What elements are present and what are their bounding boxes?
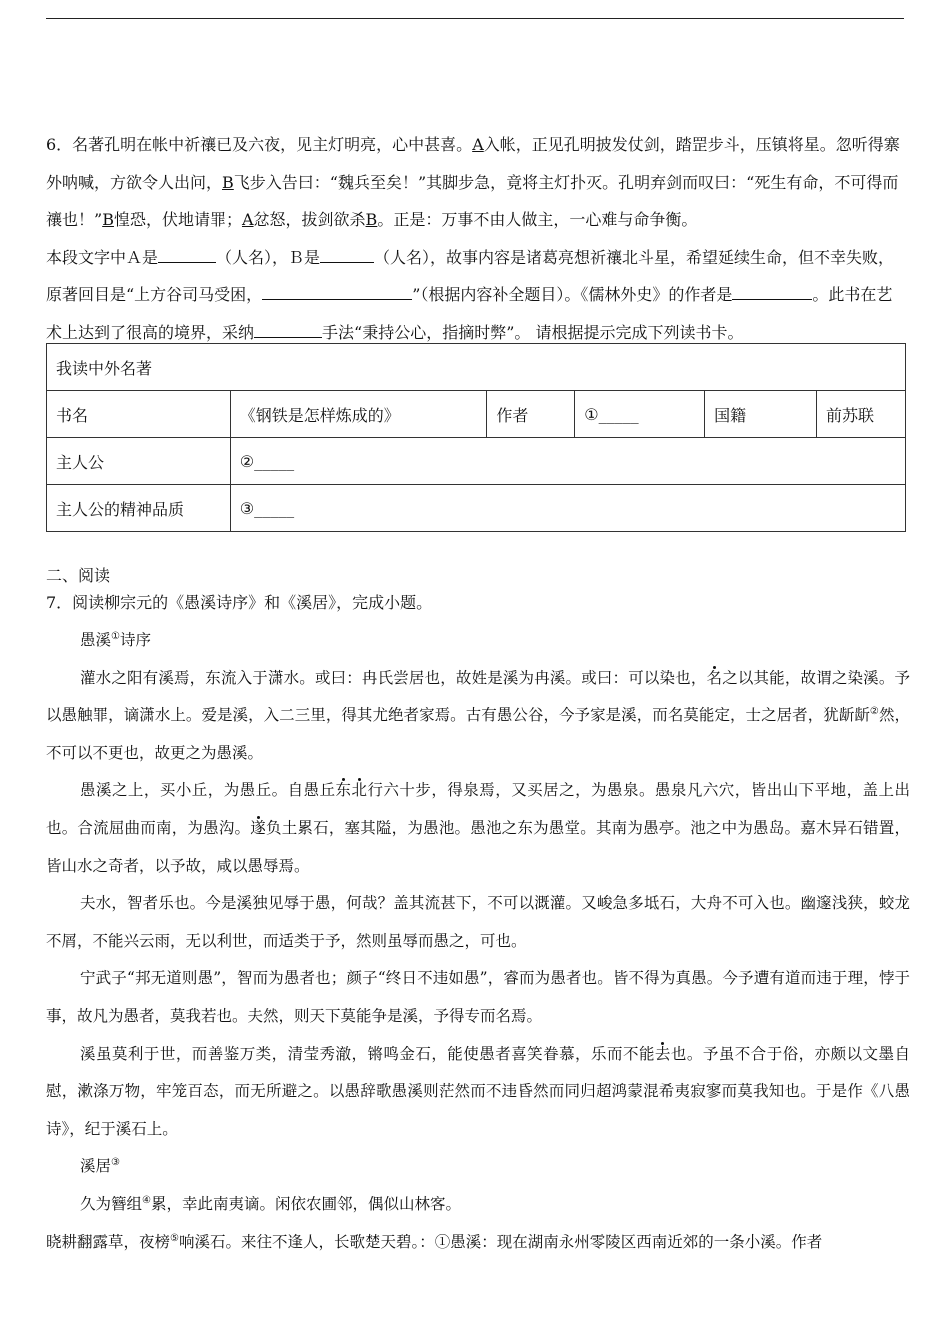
blank-b-name[interactable]: [320, 245, 374, 263]
author-blank[interactable]: ①_____: [575, 391, 705, 438]
hero-label: 主人公: [47, 438, 231, 485]
footnote-mark: ③: [111, 1157, 120, 1169]
card-header-row: [47, 344, 906, 391]
blank-chapter-title[interactable]: [262, 282, 412, 300]
nation-value: 前苏联: [817, 391, 906, 438]
poem-line-1: 久为簪组④累，幸此南夷谪。闲依农圃邻，偶似山林客。: [80, 1194, 461, 1213]
hero-blank[interactable]: ②_____: [230, 438, 905, 485]
label-b: B: [222, 172, 234, 192]
label-b: B: [102, 210, 114, 229]
reading-card-table: [46, 343, 906, 532]
dotted-char: 东: [335, 781, 352, 800]
poem-line-2: 晓耕翻露草，夜榜⑤响溪石。来往不逢人，长歌楚天碧。：①愚溪：现在湖南永州零陵区西南近郊的一条小溪。作者: [46, 1232, 823, 1251]
paragraph-4: 宁武子“邦无道则愚”，智而为愚者也；颜子“终日不违如愚”，睿而为愚者也。皆不得为真愚。今予遭有道而违于理，悖于事，故凡为愚者，莫我若也。夫然，则天下莫能争是溪，予得专而名焉。: [46, 969, 910, 1025]
spirit-blank[interactable]: ③_____: [230, 485, 905, 532]
classical-text: [46, 622, 910, 1261]
paragraph-1: 灌水之阳有溪焉，东流入于潇水。或曰：冉氏尝居也，故姓是溪为冉溪。或曰：可以染也，名之以其能，故谓之染溪。予以愚触罪，谪潇水上。爱是溪，入二三里，得其尤绝者家焉。古有愚公谷，今予家是溪，而名莫能定，士之居者，犹龂龂②然，不可以不更也，故更之为愚溪。: [46, 668, 910, 762]
dotted-char: 北: [351, 781, 368, 800]
question-7: 7．阅读柳宗元的《愚溪诗序》和《溪居》，完成小题。: [46, 593, 433, 612]
card-spirit-row: [47, 485, 906, 532]
paragraph-2: 愚溪之上，买小丘，为愚丘。自愚丘东北行六十步，得泉焉，又买居之，为愚泉。愚泉凡六穴，皆出山下平地，盖上出也。合流屈曲而南，为愚沟。遂负土累石，塞其隘，为愚池。愚池之东为愚堂。其南为愚亭。池之中为愚岛。嘉木异石错置，皆山水之奇者，以予故，咸以愚辱焉。: [46, 781, 910, 875]
card-hero-row: [47, 438, 906, 485]
poem-title: 溪居③: [80, 1157, 120, 1176]
dotted-char: 名: [706, 668, 723, 687]
footnote-mark: ⑤: [170, 1232, 179, 1244]
q6-questions: 本段文字中Ａ是 （人名），Ｂ是 （人名），故事内容是诸葛亮想祈禳北斗星，希望延续生命，但不幸失败，原著回目是“上方谷司马受困， ”（根据内容补全题目）。《儒林外史》的作者是 。此书在艺术上达到了很高的境界，采纳 手法“秉持公心，指摘时弊”。 请根据提示完成下列读书卡。: [46, 239, 908, 352]
blank-technique[interactable]: [254, 320, 322, 338]
blank-author[interactable]: [732, 282, 812, 300]
reading-section: [46, 562, 910, 1261]
footnote-mark: ①: [111, 630, 120, 642]
header-rule: [46, 18, 904, 19]
footnote-mark: ②: [869, 706, 879, 718]
paragraph-3: 夫水，智者乐也。今是溪独见辱于愚，何哉？盖其流甚下，不可以溉灌。又峻急多坻石，大舟不可入也。幽邃浅狭，蛟龙不屑，不能兴云雨，无以利世，而适类于予，然则虽辱而愚之，可也。: [46, 894, 910, 950]
label-a: A: [472, 135, 484, 154]
label-b: B: [365, 210, 378, 229]
book-label: 书名: [47, 391, 231, 438]
dotted-char: 遂: [250, 818, 266, 837]
footnote-mark: ④: [142, 1194, 151, 1206]
section-heading: 二、阅读: [46, 566, 111, 585]
blank-a-name[interactable]: [158, 245, 216, 263]
spirit-label: 主人公的精神品质: [47, 485, 231, 532]
paragraph-5: 溪虽莫利于世，而善鉴万类，清莹秀澈，锵鸣金石，能使愚者喜笑眷慕，乐而不能去也。予虽不合于俗，亦颇以文墨自慰，漱涤万物，牢笼百态，而无所避之。以愚辞歌愚溪则茫然而不违昏然而同归超鸿蒙混希夷寂寥而莫我知也。于是作《八愚诗》，纪于溪石上。: [46, 1044, 910, 1138]
label-a: A: [241, 210, 254, 229]
nation-label: 国籍: [705, 391, 817, 438]
book-value: 《钢铁是怎样炼成的》: [230, 391, 487, 438]
card-book-row: [47, 391, 906, 438]
question-6: [46, 126, 908, 351]
card-header: 我读中外名著: [47, 344, 906, 391]
author-label: 作者: [487, 391, 575, 438]
q6-passage: 6．名著孔明在帐中祈禳已及六夜，见主灯明亮，心中甚喜。A入帐，正见孔明披发仗剑，踏罡步斗，压镇将星。忽听得寨外呐喊，方欲令人出问，B飞步入告曰：“魏兵至矣！”其脚步急，竟将主灯扑灭。孔明弃剑而叹曰：“死生有命，不可得而禳也！”B惶恐，伏地请罪；A忿怒，拔剑欲杀B。正是：万事不由人做主，一心难与命争衡。: [46, 135, 900, 229]
poem-preface-title: 愚溪①诗序: [80, 630, 151, 649]
dotted-char: 去: [654, 1044, 671, 1063]
